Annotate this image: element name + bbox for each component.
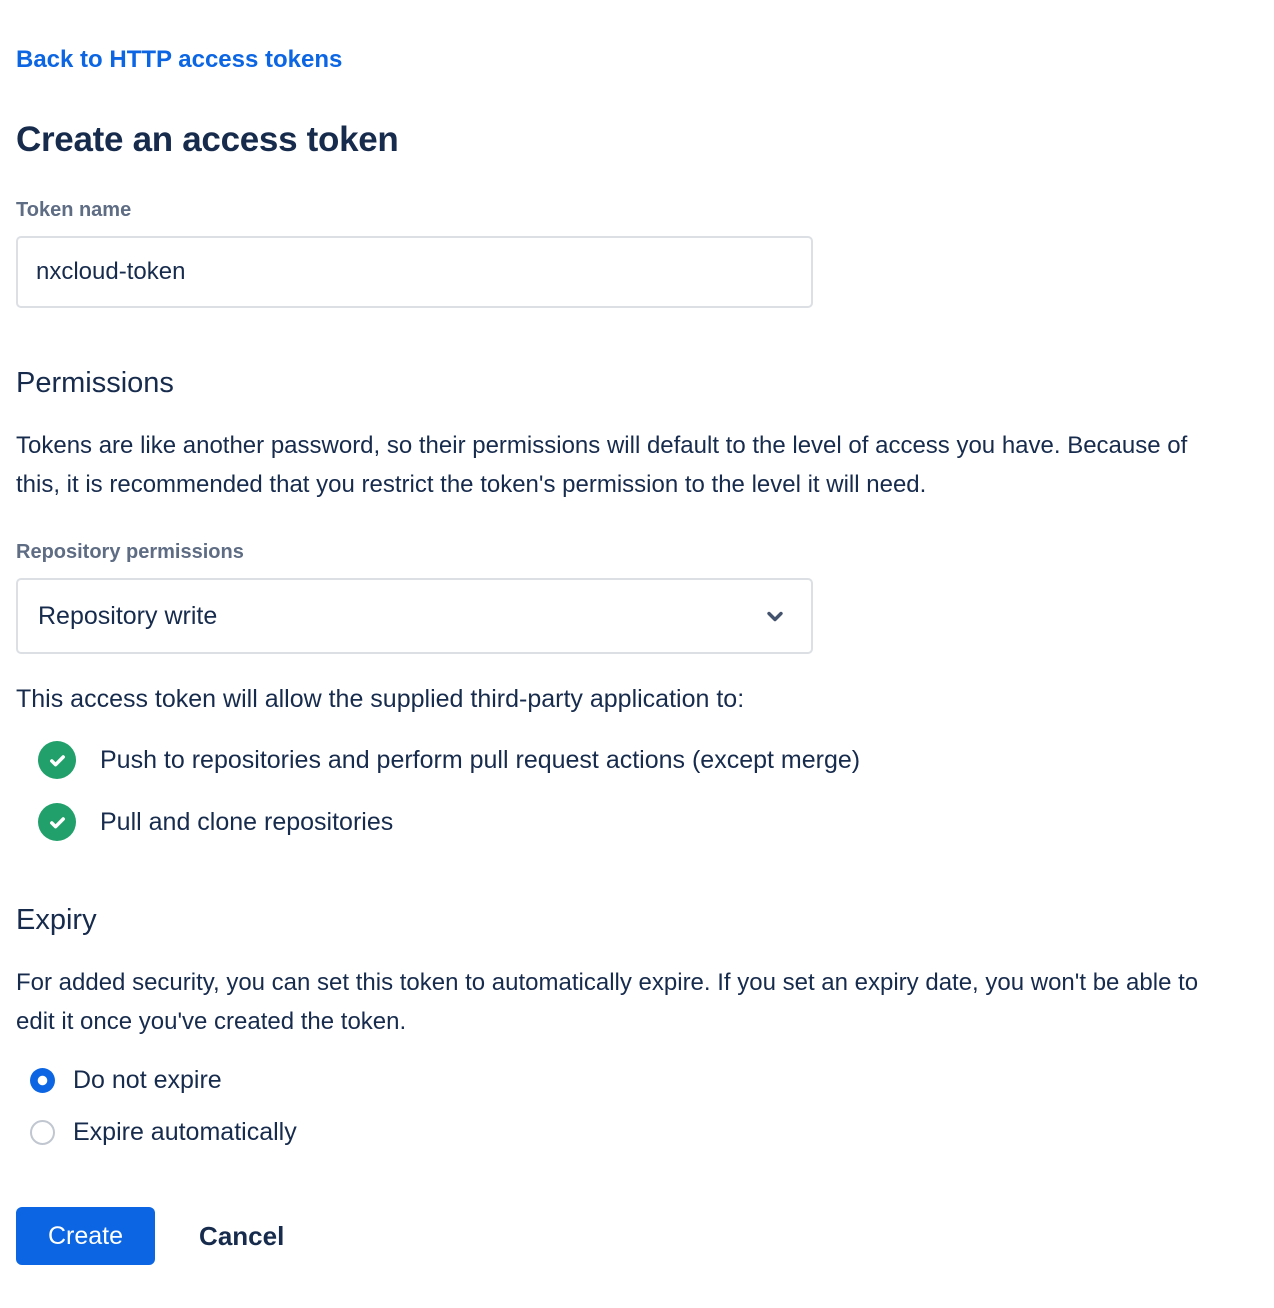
- radio-label: Expire automatically: [73, 1118, 297, 1146]
- expiry-option-expire-automatically[interactable]: [30, 1117, 1258, 1147]
- check-circle-icon: [38, 803, 76, 841]
- create-button[interactable]: Create: [16, 1207, 155, 1265]
- expire-automatically-radio[interactable]: [30, 1120, 55, 1145]
- token-name-label: Token name: [16, 199, 132, 221]
- permissions-heading: Permissions: [16, 367, 174, 399]
- page-title: Create an access token: [16, 120, 399, 159]
- expiry-description: For added security, you can set this token to automatically expire. If you set an expiry date, you won't be able to edit it once you've created the token.: [16, 969, 1199, 1035]
- capability-text: Pull and clone repositories: [100, 807, 394, 836]
- repository-permissions-select[interactable]: [16, 578, 813, 654]
- capability-text: Push to repositories and perform pull request actions (except merge): [100, 745, 861, 774]
- permissions-description: Tokens are like another password, so their permissions will default to the level of access you have. Because of this, it is recommended that you restrict the token's permission to the level it will need.: [16, 432, 1188, 498]
- expiry-option-do-not-expire[interactable]: [30, 1065, 1258, 1095]
- repository-permissions-label: Repository permissions: [16, 541, 244, 563]
- capability-row: [38, 741, 1258, 779]
- repository-permissions-selected-value: Repository write: [38, 601, 218, 630]
- do-not-expire-radio[interactable]: [30, 1068, 55, 1093]
- radio-label: Do not expire: [73, 1066, 222, 1094]
- cancel-button[interactable]: Cancel: [199, 1220, 285, 1251]
- token-name-input[interactable]: [16, 236, 813, 308]
- back-to-http-access-tokens-link[interactable]: Back to HTTP access tokens: [16, 46, 343, 73]
- check-circle-icon: [38, 741, 76, 779]
- form-actions: [16, 1207, 1258, 1265]
- capability-row: [38, 803, 1258, 841]
- expiry-heading: Expiry: [16, 904, 97, 936]
- chevron-down-icon: [763, 604, 787, 628]
- token-allow-intro-text: This access token will allow the supplied third-party application to:: [16, 685, 745, 713]
